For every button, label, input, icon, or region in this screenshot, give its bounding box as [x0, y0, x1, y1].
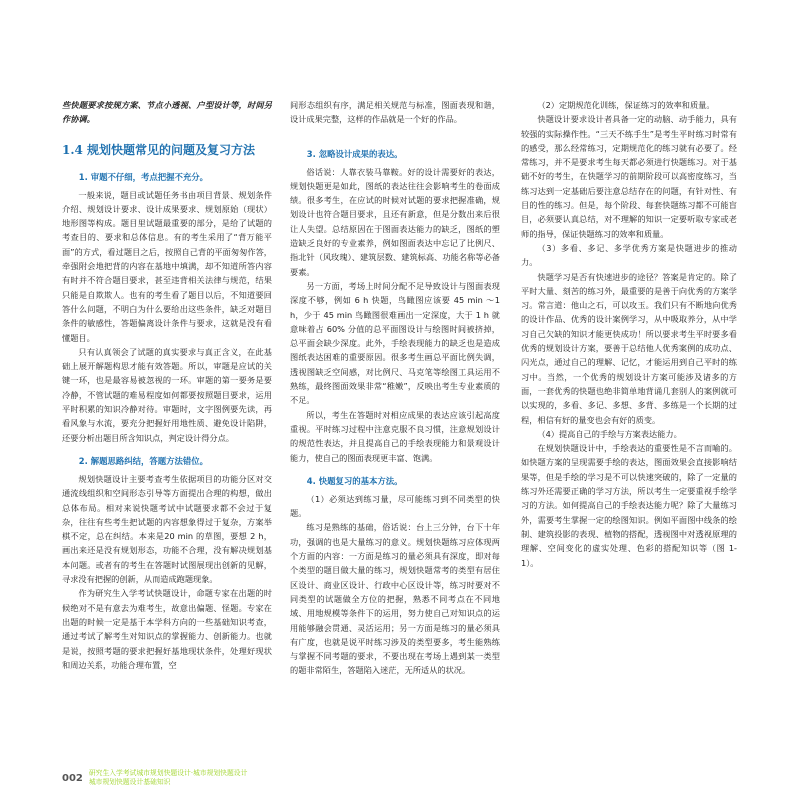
- subsection-title-2: 2. 解题思路纠结，答题方法错位。: [78, 455, 208, 466]
- paragraph: 练习是熟练的基础，俗话说：台上三分钟，台下十年功，强调的也是大量练习的意义。规划快题练习应体现两个方面的内容：一方面是练习的量必须具有深度，即对每个类型的题目做大量的练习，规划快题常考的类型有居住区设计、商业区设计、行政中心区设计等，练习时要对不同类型的试题做全方位的把握，熟悉不同考点在不同地域、用地规模等条件下的运用，努力使自己对知识点的运用能够融会贯通、灵活运用；另一方面是练习的量必须具有广度，也就是说平时练习涉及的类型要多，考生能熟练与掌握不同考题的要求，不要出现在考场上遇到某一类型的题非常陌生，答题陷入迷茫，无所适从的状况。: [290, 522, 500, 676]
- text-column-1: [62, 98, 272, 672]
- paragraph: 一般来说，题目或试题任务书由项目背景、规划条件介绍、规划设计要求、设计成果要求、规划原始（现状）地形图等构成。题目里试题最重要的部分，是给了试题的考查目的、要求和总体信息。有的考生采用了“背万能平面”的方式，看过题目之后，按照自己背的平面匆匆作答，牵强附会地把背的内容在基地中填满，却不知道所答内容有时并不符合题目要求，甚至违背相关法律与规范，结果只能是自欺欺人。也有的考生看了题目以后，不知道要回答什么问题，不明白为什么要给出这些条件，缺乏对题目条件的敏感性，答题偏离设计条件与要求，这就是没有看懂题目。: [62, 189, 272, 343]
- paragraph: 快题学习是否有快速进步的途径？答案是肯定的。除了平时大量、刻苦的练习外，最重要的是善于向优秀的方案学习。常言道：他山之石，可以攻玉。我们只有不断地向优秀的设计作品、优秀的设计案例学习，从中吸取养分，从中学习自己欠缺的知识才能更快成功！所以要求考生平时要多看优秀的规划设计方案，要善于总结他人优秀案例的成功点、闪光点，通过自己的理解、记忆，才能运用到自己平时的练习中。当然，一个优秀的规划设计方案可能涉及诸多的方面，一套优秀的快题也绝非简单地背诵几套别人的案例就可以实现的，多看、多记、多想、多背、多练是一个长期的过程，相信有好的量变也会有好的质变。: [521, 271, 737, 425]
- paragraph: 俗话说：人靠衣装马靠鞍。好的设计需要好的表达，规划快题更是如此，图纸的表达往往会影响考生的卷面成绩。很多考生，在应试的时候对试题的要求把握准确，规划设计也符合题目要求，且还有新意，但是分数出来后很让人失望。总结原因在于图面表达能力的缺乏，图纸的塑造缺乏良好的专业素养，例如图面表达中忘记了比例尺、指北针（风玫瑰）、建筑层数、建筑标高、功能名称等必备要素。: [290, 166, 500, 277]
- paragraph: 规划快题设计主要考查考生依据项目的功能分区对交通流线组织和空间形态引导等方面提出合理的构想，做出总体布局。相对来说快题考试中试题要求都不会过于复杂，往往有些考生把试题的内容想象得过于复杂，方案举棋不定，总在纠结。本来是20 min 的草图，要想 2 h，画出来还是没有规划形态，功能不合理，没有解决规划基本问题。或者有的考生在答题时试图展现出创新的见解，寻求没有把握的创新，从而造成跑题现象。: [62, 473, 272, 585]
- paragraph: （1）必须达到练习量，尽可能练习到不同类型的快题。: [290, 493, 500, 519]
- item-title: （2）定期规范化训练，保证练习的效率和质量。: [537, 100, 715, 110]
- subsection-title-4: 4. 快题复习的基本方法。: [306, 475, 403, 486]
- paragraph: 另一方面，考场上时间分配不足导致设计与图面表现深度不够，例如 6 h 快题，鸟瞰图应该要 45 min ～1 h，少于 45 min 鸟瞰图很难画出一定深度，大于 1 h 就意味着占 60% 分值的总平面图设计与绘图时间被挤掉，总平面会缺少深度。此外，手绘表现能力的缺乏也是造成图纸表达困难的重要原因。很多考生画总平面比例失调，透视图缺乏空间感，对比例尺、马克笔等绘图工具运用不熟练，最终图面效果非常“稚嫩”，反映出考生专业素质的不足。: [290, 280, 500, 406]
- page-footer: [62, 768, 247, 788]
- item-title: （4）提高自己的手绘与方案表达能力。: [537, 428, 682, 439]
- paragraph: 间形态组织有序，满足相关规范与标准，图面表现和谐，设计成果完整，这样的作品就是一个好的作品。: [290, 100, 500, 125]
- paragraph: 快题设计要求设计者具备一定的动脑、动手能力，具有较强的实际操作性。“三天不练手生”是考生平时练习时常有的感受，那么经常练习，定期规范化的练习就有必要了。经常练习，并不是要求考生每天都必须进行快题练习。对于基础不好的考生，在快题学习的前期阶段可以高密度练习，当练习达到一定基础后要注意总结存在的问题，有针对性、有目的性的练习。但是，每个阶段、每套快题练习都不可能盲目，必须要认真总结，对不理解的知识一定要听取专家或老师的指导，保证快题练习的效率和质量。: [521, 114, 737, 239]
- section-title: 1.4 规划快题常见的问题及复习方法: [62, 142, 256, 157]
- text-column-3: [521, 98, 737, 570]
- footer-line-2: 城市规划快题设计基础知识: [88, 778, 171, 786]
- footer-line-1: 研究生入学考试城市规划快题设计·城市规划快题设计: [88, 769, 248, 777]
- intro-paragraph: 些快题要求按规方案、节点小透视、户型设计等，时间另作协调。: [62, 100, 272, 125]
- paragraph: 所以，考生在答题时对相应成果的表达应该引起高度重视。平时练习过程中注意克服不良习惯，注意规划设计的规范性表达，并且提高自己的手绘表现能力和景观设计能力，使自己的图面表现更丰富、饱满。: [290, 409, 500, 463]
- paragraph: 在规划快题设计中，手绘表达的重要性是不言而喻的。如快题方案的呈现需要手绘的表达，图面效果会直接影响结果等，但是手绘的学习是不可以快速突破的，除了一定量的练习外还需要正确的学习方法，所以考生一定要重视手绘学习的方法。如何提高自己的手绘表达能力呢？除了大量练习外，需要考生掌握一定的绘图知识。例如平面图中线条的绘制、建筑投影的表现、植物的搭配，透视图中对透视原理的理解、空间变化的虚实处理、色彩的搭配知识等（图 1-1）。: [521, 443, 737, 568]
- paragraph: 只有认真领会了试题的真实要求与真正含义，在此基础上展开解题构思才能有效答题。所以，审题是应试的关键一环，也是最容易被忽视的一环。审题的第一要务是要冷静，不管试题的难易程度如何都要按照题目要求，运用平时积累的知识冷静对待。审题时，文字图例要先读，再看风象与水流，要充分把握好用地性质、避免设计陷阱，还要分析出题目所含知识点，判定设计得分点。: [62, 346, 272, 443]
- paragraph: 作为研究生入学考试快题设计，命题专家在出题的时候绝对不是有意去为难考生，故意出偏题、怪题。专家在出题的时候一定是基于本学科方向的一些基础知识考查，通过考试了解考生对知识点的掌握能力、创新能力。也就是说，按照考题的要求把握好基地现状条件，处理好现状和周边关系，功能合理布置，空: [62, 588, 272, 670]
- subsection-title-3: 3. 忽略设计成果的表达。: [306, 148, 403, 159]
- page-number: 002: [62, 772, 83, 784]
- item-title: （3）多看、多记、多学优秀方案是快题进步的推动力。: [521, 242, 737, 268]
- text-column-2: [290, 98, 500, 678]
- subsection-title-1: 1. 审题不仔细，考点把握不充分。: [78, 171, 208, 182]
- running-footer: [89, 769, 248, 787]
